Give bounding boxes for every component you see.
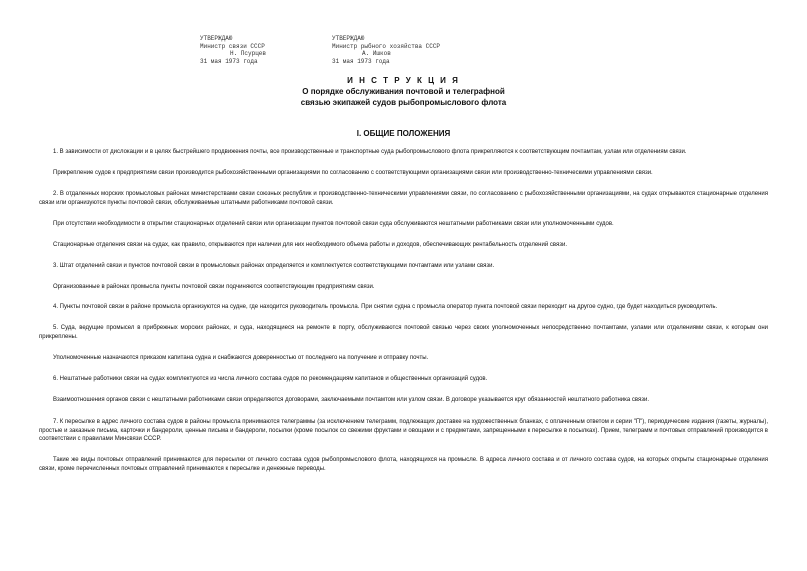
approval-date: 31 мая 1973 года bbox=[200, 57, 258, 65]
paragraph: 2. В отдаленных морских промысловых районах министерствами связи союзных республик и производственно-техническими управлениями связи, по согласованию с рыбохозяйственными организациями, на судах открываются стационарные отделения связи или организуются пункты почтовой связи, обслуживаемые штатными работниками почтовой связи. bbox=[39, 190, 768, 206]
document-body bbox=[39, 148, 768, 473]
approval-minister-communications bbox=[200, 35, 350, 65]
document-heading bbox=[0, 75, 807, 108]
approval-date: 31 мая 1973 года bbox=[332, 57, 390, 65]
paragraph: 3. Штат отделений связи и пунктов почтовой связи в промысловых районах определяется и комплектуется соответствующими почтамтами или узлами связи. bbox=[53, 262, 495, 269]
paragraph: При отсутствии необходимости в открытии стационарных отделений связи или организации пунктов почтовой связи суда обслуживаются нештатными работниками связи или уполномоченными судов. bbox=[53, 220, 614, 227]
paragraph: Организованные в районах промысла пункты почтовой связи подчиняются соответствующим предприятиям связи. bbox=[53, 283, 375, 290]
approval-position: Министр связи СССР bbox=[200, 42, 265, 50]
approval-title: УТВЕРЖДАЮ bbox=[332, 35, 365, 42]
paragraph: Уполномоченные назначаются приказом капитана судна и снабжаются доверенностью от последнего на получение и отправку почты. bbox=[53, 355, 429, 362]
document-title: И Н С Т Р У К Ц И Я bbox=[347, 76, 460, 85]
paragraph: 4. Пункты почтовой связи в районе промысла организуются на судне, где находится руководитель промысла. При снятии судна с промысла оператор пункта почтовой связи переходит на другое судно, где будет находиться руководитель. bbox=[53, 304, 718, 311]
paragraph: 6. Нештатные работники связи на судах комплектуются из числа личного состава судов по рекомендациям капитанов и общественных организаций судов. bbox=[53, 376, 488, 383]
paragraph: Такие же виды почтовых отправлений принимаются для пересылки от личного состава судов рыбопромыслового флота, находящихся на промысле. В адреса личного состава и от личного состава судов, на которых открыты стационарные отделения связи, кроме перечисленных почтовых отправлений принимаются к пересылке и денежные переводы. bbox=[39, 457, 768, 472]
approval-signer: Н. Псурцев bbox=[230, 50, 267, 58]
approval-title: УТВЕРЖДАЮ bbox=[200, 35, 233, 42]
paragraph: 1. В зависимости от дислокации и в целях быстрейшего продвижения почты, все производственные и транспортные суда рыбопромыслового флота прикрепляются к соответствующим почтамтам, узлам или отделениям связи. bbox=[53, 149, 687, 155]
approval-minister-fisheries bbox=[332, 35, 482, 65]
approval-position: Министр рыбного хозяйства СССР bbox=[332, 42, 441, 50]
paragraph: Стационарные отделения связи на судах, как правило, открываются при наличии для них необходимого объема работы и доходов, обеспечивающих рентабельность отделений связи. bbox=[53, 241, 567, 248]
paragraph: 5. Суда, ведущие промысел в прибрежных морских районах, и суда, находящиеся на ремонте в порту, обслуживаются почтовой связью через своих уполномоченных непосредственно почтамтами, узлами или отделениями связи, к которым они прикреплены. bbox=[39, 325, 768, 341]
paragraph: 7. К пересылке в адрес личного состава судов в районы промысла принимаются телеграммы (за исключением телеграмм, подлежащих доставке на художественных бланках, с оплаченным ответом и серии "П"), периодические издания (газеты, журналы), простые и заказные письма, карточки и бандероли, ценные письма и бандероли, посылки (кроме посылок со свежими фруктами и овощами и с предметами, запрещенными к пересылке в посылках). Прием, телеграмм и почтовых отправлений производится в соответствии с правилами Минсвязи СССР. bbox=[39, 419, 768, 443]
section-title: I. ОБЩИЕ ПОЛОЖЕНИЯ bbox=[356, 129, 451, 138]
paragraph: Прикрепление судов к предприятиям связи производится рыбохозяйственными организациями по согласованию с соответствующими организациями связи или производственно-техническими управлениями связи. bbox=[53, 169, 653, 176]
paragraph: Взаимоотношения органов связи с нештатными работниками связи определяются договорами, заключаемыми почтамтом или узлом связи. В договоре указывается круг обязанностей нештатного работника связи. bbox=[53, 397, 650, 404]
approval-signer: А. Ишков bbox=[362, 50, 391, 58]
document-subtitle-line-2: связью экипажей судов рыбопромыслового флота bbox=[300, 98, 507, 107]
document-subtitle-line-1: О порядке обслуживания почтовой и телеграфной bbox=[302, 87, 505, 96]
